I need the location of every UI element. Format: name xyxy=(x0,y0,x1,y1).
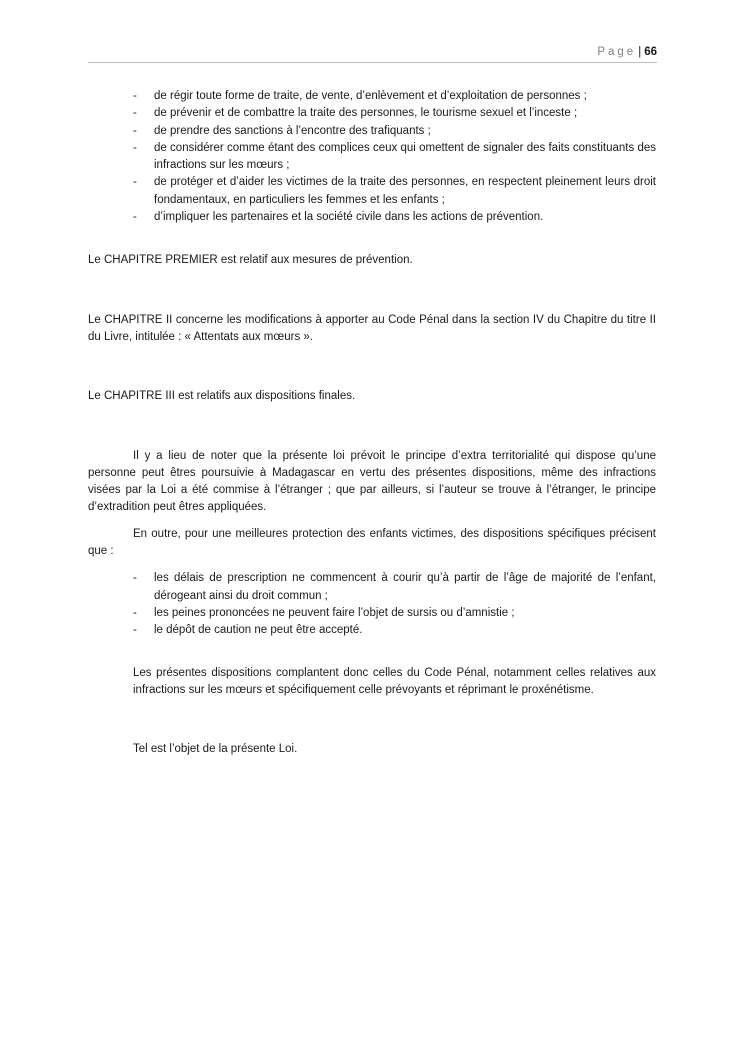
list-item: - le dépôt de caution ne peut être accepté. xyxy=(133,622,656,639)
closing-paragraph: Tel est l’objet de la présente Loi. xyxy=(133,743,298,756)
list-item: - de prendre des sanctions à l’encontre des trafiquants ; xyxy=(133,123,656,140)
page-header xyxy=(88,44,657,63)
chapitre-premier-paragraph: Le CHAPITRE PREMIER est relatif aux mesures de prévention. xyxy=(88,254,413,267)
list-item: - de considérer comme étant des complices ceux qui omettent de signaler des faits constituants des infractions sur les mœurs ; xyxy=(133,140,656,175)
complement-paragraph: Les présentes dispositions complantent donc celles du Code Pénal, notamment celles relatives aux infractions sur les mœurs et spécifiquement celle prévoyants et réprimant le proxénétisme. xyxy=(133,666,656,696)
extraterritoriality-paragraph: Il y a lieu de noter que la présente loi prévoit le principe d’extra territorialité qui dispose qu’une personne peut êtres poursuivie à Madagascar en vertu des présentes dispositions, même des infractions visées par la Loi a été commise à l’étranger ; que par ailleurs, si l’auteur se trouve à l’étranger, le principe d’extradition peut êtres appliquées. xyxy=(88,449,656,514)
list-item: - les peines prononcées ne peuvent faire l’objet de sursis ou d’amnistie ; xyxy=(133,605,656,622)
protection-list xyxy=(88,570,656,639)
page-number: 66 xyxy=(644,46,657,58)
list-item: - les délais de prescription ne commencent à courir qu’à partir de l’âge de majorité de l’enfant, dérogeant ainsi du droit commun ; xyxy=(133,570,656,605)
list-item: - d’impliquer les partenaires et la société civile dans les actions de prévention. xyxy=(133,209,656,226)
list-item: - de protéger et d’aider les victimes de la traite des personnes, en respectent pleinement leurs droit fondamentaux, en particuliers les femmes et les enfants ; xyxy=(133,174,656,209)
list-item: - de prévenir et de combattre la traite des personnes, le tourisme sexuel et l’inceste ; xyxy=(133,105,656,122)
chapitre-iii-paragraph: Le CHAPITRE III est relatifs aux dispositions finales. xyxy=(88,390,356,403)
page-separator: | xyxy=(638,46,642,58)
list-item: - de régir toute forme de traite, de vente, d’enlèvement et d’exploitation de personnes ; xyxy=(133,88,656,105)
document-body xyxy=(88,88,656,758)
protection-intro-paragraph: En outre, pour une meilleures protection des enfants victimes, des dispositions spécifiques précisent que : xyxy=(88,527,656,558)
page-label: Page xyxy=(597,46,637,58)
chapitre-ii-paragraph: Le CHAPITRE II concerne les modifications à apporter au Code Pénal dans la section IV du Chapitre du titre II du Livre, intitulée : « Attentats aux mœurs ». xyxy=(88,313,656,343)
objectives-list xyxy=(88,88,656,226)
